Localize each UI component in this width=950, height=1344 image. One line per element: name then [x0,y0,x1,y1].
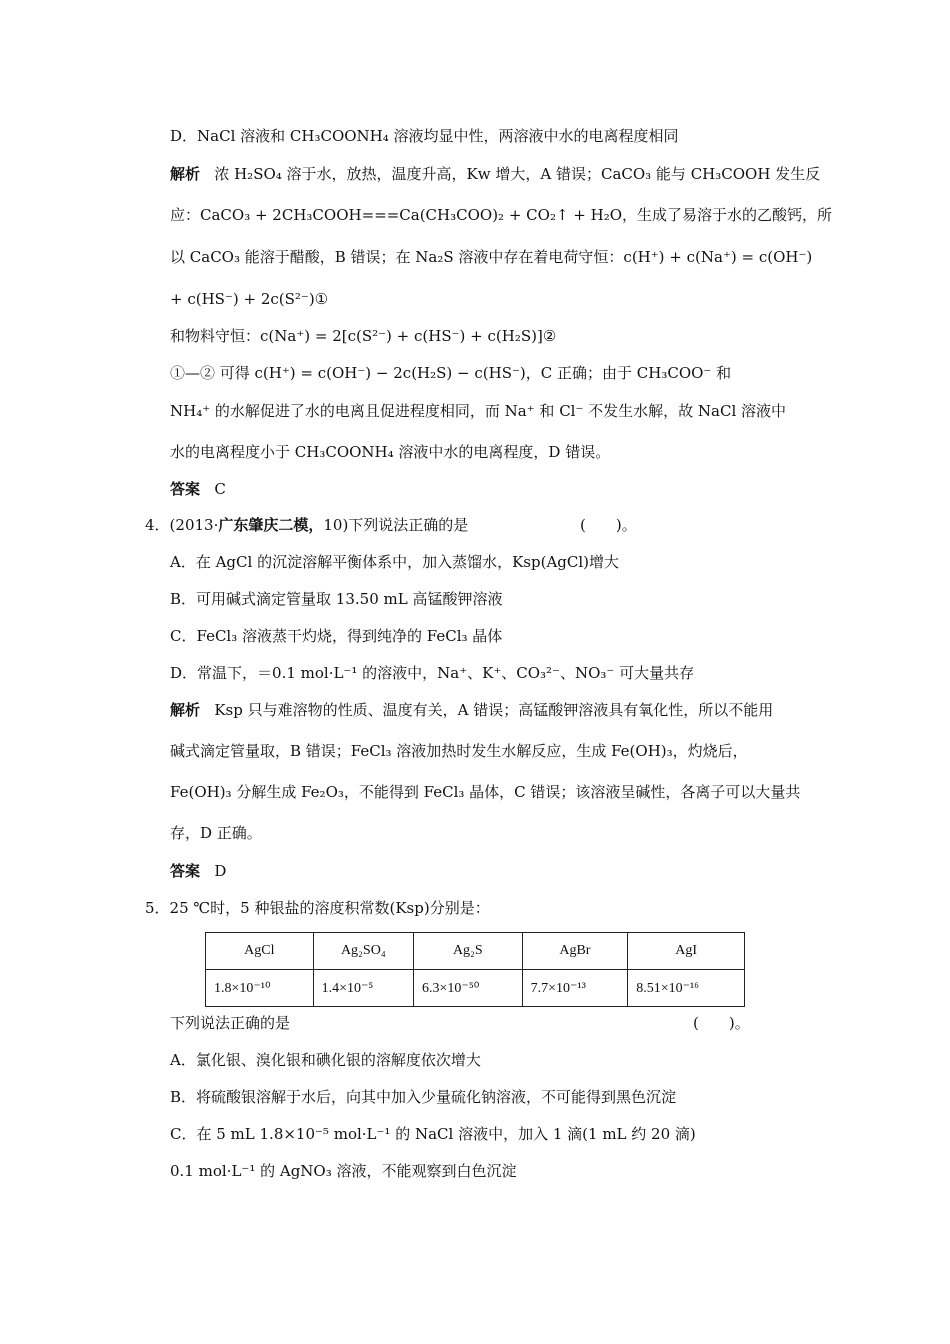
q4-stem [145,515,468,535]
ksp-table-value-row [206,970,745,1007]
q3-analysis-line-8: 水的电离程度小于 CH₃COONH₄ 溶液中水的电离程度，D 错误。 [170,443,611,461]
q4-answer [170,861,226,881]
q3-analysis-line-4: + c(HS⁻) + 2c(S²⁻)① [170,290,329,308]
q4-stem-text: 10)下列说法正确的是 [323,516,469,534]
q5-option-c: C．在 5 mL 1.8×10⁻⁵ mol·L⁻¹ 的 NaCl 溶液中，加入 1 滴(1 mL 约 20 滴) [170,1125,696,1143]
q3-analysis-line-3: 以 CaCO₃ 能溶于醋酸，B 错误；在 Na₂S 溶液中存在着电荷守恒：c(H⁺) + c(Na⁺) = c(OH⁻) [170,248,813,266]
q4-analysis-line-1 [170,700,773,720]
q4-option-a: A．在 AgCl 的沉淀溶解平衡体系中，加入蒸馏水，Ksp(AgCl)增大 [170,553,619,571]
ksp-value-cell: 1.8×10⁻¹⁰ [206,970,314,1007]
q4-option-c: C．FeCl₃ 溶液蒸干灼烧，得到纯净的 FeCl₃ 晶体 [170,627,503,645]
q3-option-d: D．NaCl 溶液和 CH₃COONH₄ 溶液均显中性，两溶液中水的电离程度相同 [170,127,679,145]
ksp-value-cell: 8.51×10⁻¹⁶ [628,970,745,1007]
q5-prompt: 下列说法正确的是 [170,1014,291,1032]
q3-analysis-line-5: 和物料守恒：c(Na⁺) = 2[c(S²⁻) + c(HS⁻) + c(H₂S)]② [170,327,557,345]
q4-answer-paren: ( )。 [580,516,637,534]
q3-answer-value: C [214,480,226,498]
q3-analysis-label: 解析 [170,165,201,183]
ksp-header-cell: AgI [628,933,745,970]
q5-answer-paren: ( )。 [693,1014,750,1032]
q3-analysis-line-6: ①—② 可得 c(H⁺) = c(OH⁻) − 2c(H₂S) − c(HS⁻)，C 正确；由于 CH₃COO⁻ 和 [170,364,732,382]
ksp-header-cell: AgBr [522,933,628,970]
q4-analysis-text: Ksp 只与难溶物的性质、温度有关，A 错误；高锰酸钾溶液具有氧化性，所以不能用 [214,701,774,719]
q3-answer-label: 答案 [170,480,201,498]
q4-answer-value: D [214,862,227,880]
q3-answer [170,479,226,499]
ksp-value-cell: 1.4×10⁻⁵ [313,970,413,1007]
q3-analysis-line-1 [170,164,820,184]
ksp-header-cell: Ag₂S [414,933,523,970]
q3-analysis-line-2: 应：CaCO₃ + 2CH₃COOH===Ca(CH₃COO)₂ + CO₂↑ + H₂O，生成了易溶于水的乙酸钙，所 [170,206,833,224]
q3-analysis-text: 浓 H₂SO₄ 溶于水，放热，温度升高，Kw 增大，A 错误；CaCO₃ 能与 CH₃COOH 发生反 [214,165,821,183]
q4-analysis-line-3: Fe(OH)₃ 分解生成 Fe₂O₃，不能得到 FeCl₃ 晶体，C 错误；该溶液呈碱性，各离子可以大量共 [170,783,801,801]
q4-answer-label: 答案 [170,862,201,880]
ksp-table-header-row [206,933,745,970]
q5-option-b: B．将硫酸银溶解于水后，向其中加入少量硫化钠溶液，不可能得到黑色沉淀 [170,1088,677,1106]
q5-stem: 5．25 ℃时，5 种银盐的溶度积常数(Ksp)分别是： [145,899,490,917]
q4-analysis-line-2: 碱式滴定管量取，B 错误；FeCl₃ 溶液加热时发生水解反应，生成 Fe(OH)₃，灼烧后， [170,742,748,760]
ksp-table [205,932,745,1007]
ksp-header-cell: Ag₂SO₄ [313,933,413,970]
q4-stem-source: 广东肇庆二模， [218,516,324,534]
q4-analysis-line-4: 存，D 正确。 [170,824,262,842]
ksp-value-cell: 6.3×10⁻⁵⁰ [414,970,523,1007]
q4-option-b: B．可用碱式滴定管量取 13.50 mL 高锰酸钾溶液 [170,590,503,608]
q5-option-c-continued: 0.1 mol·L⁻¹ 的 AgNO₃ 溶液，不能观察到白色沉淀 [170,1162,517,1180]
ksp-header-cell: AgCl [206,933,314,970]
ksp-value-cell: 7.7×10⁻¹³ [522,970,628,1007]
q4-option-d: D．常温下，＝0.1 mol·L⁻¹ 的溶液中，Na⁺、K⁺、CO₃²⁻、NO₃⁻ 可大量共存 [170,664,695,682]
q5-option-a: A．氯化银、溴化银和碘化银的溶解度依次增大 [170,1051,481,1069]
q4-analysis-label: 解析 [170,701,201,719]
q3-analysis-line-7: NH₄⁺ 的水解促进了水的电离且促进程度相同，而 Na⁺ 和 Cl⁻ 不发生水解，故 NaCl 溶液中 [170,402,787,420]
q4-stem-num: 4．(2013· [145,516,219,534]
